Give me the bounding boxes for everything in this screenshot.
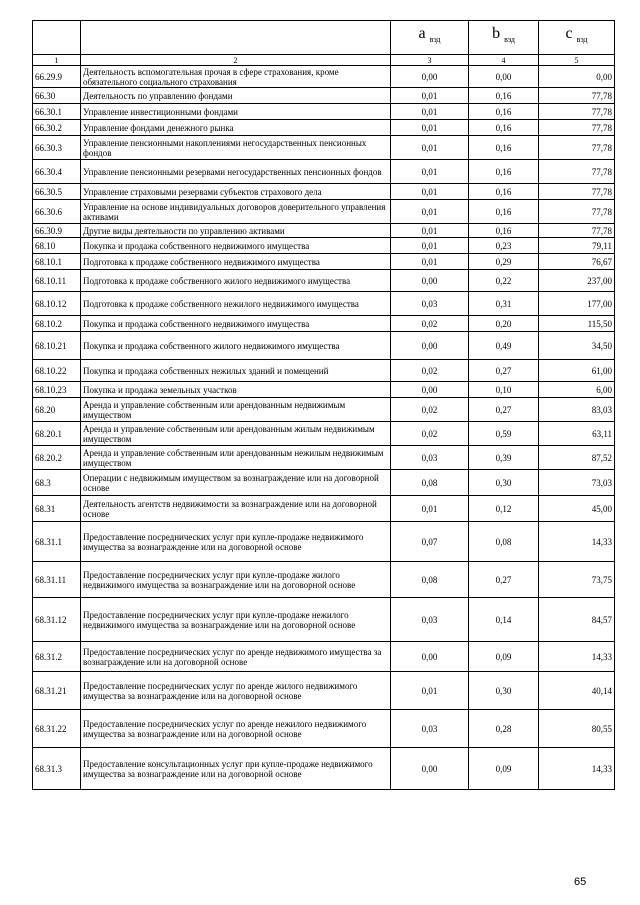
table-row xyxy=(33,270,615,292)
activity-name: Управление на основе индивидуальных договоров доверительного управления активами xyxy=(81,200,391,224)
value-b: 0,30 xyxy=(469,470,539,496)
table-row xyxy=(33,120,615,136)
value-a: 0,03 xyxy=(391,598,469,642)
value-a: 0,00 xyxy=(391,642,469,672)
value-a: 0,00 xyxy=(391,270,469,292)
activity-code: 68.10.1 xyxy=(33,254,81,270)
table-row xyxy=(33,382,615,398)
activity-name: Предоставление посреднических услуг по аренде нежилого недвижимого имущества за вознаграждение или на договорной основе xyxy=(81,710,391,748)
table-row xyxy=(33,422,615,446)
value-a: 0,03 xyxy=(391,710,469,748)
activity-code: 66.30.1 xyxy=(33,104,81,120)
activity-code: 68.31.12 xyxy=(33,598,81,642)
activity-code: 66.30.9 xyxy=(33,224,81,238)
value-b: 0,00 xyxy=(469,66,539,88)
value-b: 0,10 xyxy=(469,382,539,398)
activity-code: 68.31.1 xyxy=(33,522,81,562)
table-row xyxy=(33,332,615,360)
activity-code: 68.20.1 xyxy=(33,422,81,446)
activity-name: Управление фондами денежного рынка xyxy=(81,120,391,136)
page-number: 65 xyxy=(574,876,587,888)
table-row xyxy=(33,748,615,790)
activity-name: Деятельность вспомогательная прочая в сфере страхования, кроме обязательного социального страхования xyxy=(81,66,391,88)
value-c: 79,11 xyxy=(539,238,615,254)
activity-name: Управление инвестиционными фондами xyxy=(81,104,391,120)
activity-name: Покупка и продажа собственных нежилых зданий и помещений xyxy=(81,360,391,382)
table-row xyxy=(33,710,615,748)
table-row xyxy=(33,254,615,270)
activity-code: 68.10.12 xyxy=(33,292,81,316)
activity-name: Предоставление посреднических услуг по аренде недвижимого имущества за вознаграждение или на договорной основе xyxy=(81,642,391,672)
value-a: 0,00 xyxy=(391,66,469,88)
value-b: 0,59 xyxy=(469,422,539,446)
value-c: 84,57 xyxy=(539,598,615,642)
value-c: 80,55 xyxy=(539,710,615,748)
value-a: 0,01 xyxy=(391,672,469,710)
value-b: 0,16 xyxy=(469,88,539,104)
activity-name: Деятельность агентств недвижимости за вознаграждение или на договорной основе xyxy=(81,496,391,522)
value-b: 0,08 xyxy=(469,522,539,562)
activity-code: 66.30.5 xyxy=(33,184,81,200)
value-a: 0,07 xyxy=(391,522,469,562)
table-row xyxy=(33,642,615,672)
value-c: 76,67 xyxy=(539,254,615,270)
activity-code: 66.30.6 xyxy=(33,200,81,224)
value-a: 0,00 xyxy=(391,332,469,360)
header-col-a: a $_{вэд}$ xyxy=(391,21,469,55)
table-row xyxy=(33,200,615,224)
activity-code: 68.31.21 xyxy=(33,672,81,710)
activity-code: 68.31 xyxy=(33,496,81,522)
value-b: 0,22 xyxy=(469,270,539,292)
value-c: 77,78 xyxy=(539,136,615,160)
activity-code: 68.10.23 xyxy=(33,382,81,398)
value-c: 115,50 xyxy=(539,316,615,332)
activity-code: 68.10.11 xyxy=(33,270,81,292)
value-c: 77,78 xyxy=(539,224,615,238)
activity-code: 66.30.4 xyxy=(33,160,81,184)
table-row xyxy=(33,496,615,522)
activity-name: Покупка и продажа собственного недвижимого имущества xyxy=(81,316,391,332)
value-b: 0,39 xyxy=(469,446,539,470)
value-c: 0,00 xyxy=(539,66,615,88)
header-col-c: c $_{вэд}$ xyxy=(539,21,615,55)
activity-name: Подготовка к продаже собственного нежилого недвижимого имущества xyxy=(81,292,391,316)
value-c: 63,11 xyxy=(539,422,615,446)
value-c: 45,00 xyxy=(539,496,615,522)
table-row xyxy=(33,672,615,710)
value-b: 0,16 xyxy=(469,184,539,200)
value-a: 0,02 xyxy=(391,422,469,446)
column-index: 4 xyxy=(469,55,539,66)
column-index: 2 xyxy=(81,55,391,66)
value-c: 14,33 xyxy=(539,522,615,562)
value-b: 0,14 xyxy=(469,598,539,642)
activity-name: Подготовка к продаже собственного жилого недвижимого имущества xyxy=(81,270,391,292)
value-c: 6,00 xyxy=(539,382,615,398)
column-index: 1 xyxy=(33,55,81,66)
value-b: 0,16 xyxy=(469,136,539,160)
value-a: 0,01 xyxy=(391,254,469,270)
activity-name: Аренда и управление собственным или арендованным нежилым недвижимым имуществом xyxy=(81,446,391,470)
table-row xyxy=(33,470,615,496)
value-b: 0,16 xyxy=(469,224,539,238)
value-a: 0,01 xyxy=(391,238,469,254)
activity-name: Управление страховыми резервами субъектов страхового дела xyxy=(81,184,391,200)
value-b: 0,31 xyxy=(469,292,539,316)
value-b: 0,16 xyxy=(469,160,539,184)
value-c: 77,78 xyxy=(539,120,615,136)
value-a: 0,03 xyxy=(391,446,469,470)
value-b: 0,23 xyxy=(469,238,539,254)
value-a: 0,01 xyxy=(391,160,469,184)
value-a: 0,00 xyxy=(391,748,469,790)
activity-code: 68.10.22 xyxy=(33,360,81,382)
value-b: 0,49 xyxy=(469,332,539,360)
value-a: 0,01 xyxy=(391,224,469,238)
activity-code: 68.20.2 xyxy=(33,446,81,470)
header-code-cell xyxy=(33,21,81,55)
header-row xyxy=(33,21,615,55)
activity-code: 68.3 xyxy=(33,470,81,496)
table-row xyxy=(33,238,615,254)
value-b: 0,16 xyxy=(469,120,539,136)
value-b: 0,16 xyxy=(469,200,539,224)
value-b: 0,09 xyxy=(469,642,539,672)
value-b: 0,27 xyxy=(469,360,539,382)
value-a: 0,00 xyxy=(391,382,469,398)
activity-code: 68.31.3 xyxy=(33,748,81,790)
value-a: 0,01 xyxy=(391,88,469,104)
header-name-cell xyxy=(81,21,391,55)
table-row xyxy=(33,292,615,316)
value-a: 0,02 xyxy=(391,398,469,422)
value-c: 40,14 xyxy=(539,672,615,710)
value-a: 0,02 xyxy=(391,360,469,382)
value-c: 83,03 xyxy=(539,398,615,422)
value-b: 0,12 xyxy=(469,496,539,522)
value-c: 77,78 xyxy=(539,104,615,120)
table-row xyxy=(33,136,615,160)
activity-name: Покупка и продажа собственного жилого недвижимого имущества xyxy=(81,332,391,360)
table-row xyxy=(33,316,615,332)
activity-code: 68.10.21 xyxy=(33,332,81,360)
table-row xyxy=(33,360,615,382)
value-b: 0,27 xyxy=(469,398,539,422)
activity-name: Аренда и управление собственным или арендованным жилым недвижимым имуществом xyxy=(81,422,391,446)
activity-code: 68.10 xyxy=(33,238,81,254)
table-row xyxy=(33,66,615,88)
activity-name: Предоставление посреднических услуг при купле-продаже нежилого недвижимого имущества за вознаграждение или на договорной основе xyxy=(81,598,391,642)
value-c: 77,78 xyxy=(539,88,615,104)
value-a: 0,02 xyxy=(391,316,469,332)
table-row xyxy=(33,446,615,470)
column-index: 3 xyxy=(391,55,469,66)
activity-name: Предоставление посреднических услуг при купле-продаже недвижимого имущества за вознаграждение или на договорной основе xyxy=(81,522,391,562)
activity-name: Управление пенсионными резервами негосударственных пенсионных фондов xyxy=(81,160,391,184)
value-b: 0,20 xyxy=(469,316,539,332)
value-c: 237,00 xyxy=(539,270,615,292)
activity-code: 68.31.22 xyxy=(33,710,81,748)
activity-code: 68.31.2 xyxy=(33,642,81,672)
value-b: 0,16 xyxy=(469,104,539,120)
value-c: 14,33 xyxy=(539,642,615,672)
value-c: 87,52 xyxy=(539,446,615,470)
value-b: 0,29 xyxy=(469,254,539,270)
activity-code: 66.30 xyxy=(33,88,81,104)
activity-code: 68.20 xyxy=(33,398,81,422)
table-row xyxy=(33,160,615,184)
table-row xyxy=(33,398,615,422)
activity-name: Деятельность по управлению фондами xyxy=(81,88,391,104)
value-c: 14,33 xyxy=(539,748,615,790)
column-index: 5 xyxy=(539,55,615,66)
value-c: 61,00 xyxy=(539,360,615,382)
value-a: 0,08 xyxy=(391,470,469,496)
activity-name: Предоставление посреднических услуг при купле-продаже жилого недвижимого имущества за вознаграждение или на договорной основе xyxy=(81,562,391,598)
value-c: 77,78 xyxy=(539,184,615,200)
value-a: 0,03 xyxy=(391,292,469,316)
value-b: 0,27 xyxy=(469,562,539,598)
activity-name: Подготовка к продаже собственного недвижимого имущества xyxy=(81,254,391,270)
table-row xyxy=(33,522,615,562)
table-row xyxy=(33,104,615,120)
coefficients-table xyxy=(32,20,615,790)
activity-name: Управление пенсионными накоплениями негосударственных пенсионных фондов xyxy=(81,136,391,160)
value-b: 0,30 xyxy=(469,672,539,710)
value-c: 34,50 xyxy=(539,332,615,360)
value-a: 0,01 xyxy=(391,184,469,200)
value-a: 0,01 xyxy=(391,496,469,522)
value-a: 0,08 xyxy=(391,562,469,598)
activity-code: 68.10.2 xyxy=(33,316,81,332)
value-a: 0,01 xyxy=(391,136,469,160)
column-index-row xyxy=(33,55,615,66)
value-c: 77,78 xyxy=(539,200,615,224)
value-a: 0,01 xyxy=(391,200,469,224)
value-a: 0,01 xyxy=(391,120,469,136)
table-row xyxy=(33,88,615,104)
value-c: 73,75 xyxy=(539,562,615,598)
activity-name: Операции с недвижимым имуществом за вознаграждение или на договорной основе xyxy=(81,470,391,496)
value-c: 177,00 xyxy=(539,292,615,316)
activity-code: 66.29.9 xyxy=(33,66,81,88)
value-b: 0,28 xyxy=(469,710,539,748)
value-a: 0,01 xyxy=(391,104,469,120)
table-row xyxy=(33,184,615,200)
value-c: 73,03 xyxy=(539,470,615,496)
activity-name: Покупка и продажа земельных участков xyxy=(81,382,391,398)
table-row xyxy=(33,224,615,238)
value-b: 0,09 xyxy=(469,748,539,790)
activity-name: Аренда и управление собственным или арендованным недвижимым имуществом xyxy=(81,398,391,422)
value-c: 77,78 xyxy=(539,160,615,184)
table-row xyxy=(33,598,615,642)
header-col-b: b $_{вэд}$ xyxy=(469,21,539,55)
activity-code: 66.30.3 xyxy=(33,136,81,160)
activity-code: 68.31.11 xyxy=(33,562,81,598)
table-row xyxy=(33,562,615,598)
activity-name: Покупка и продажа собственного недвижимого имущества xyxy=(81,238,391,254)
activity-name: Предоставление посреднических услуг по аренде жилого недвижимого имущества за вознаграждение или на договорной основе xyxy=(81,672,391,710)
activity-name: Предоставление консультационных услуг при купле-продаже недвижимого имущества за вознаграждение или на договорной основе xyxy=(81,748,391,790)
activity-name: Другие виды деятельности по управлению активами xyxy=(81,224,391,238)
activity-code: 66.30.2 xyxy=(33,120,81,136)
